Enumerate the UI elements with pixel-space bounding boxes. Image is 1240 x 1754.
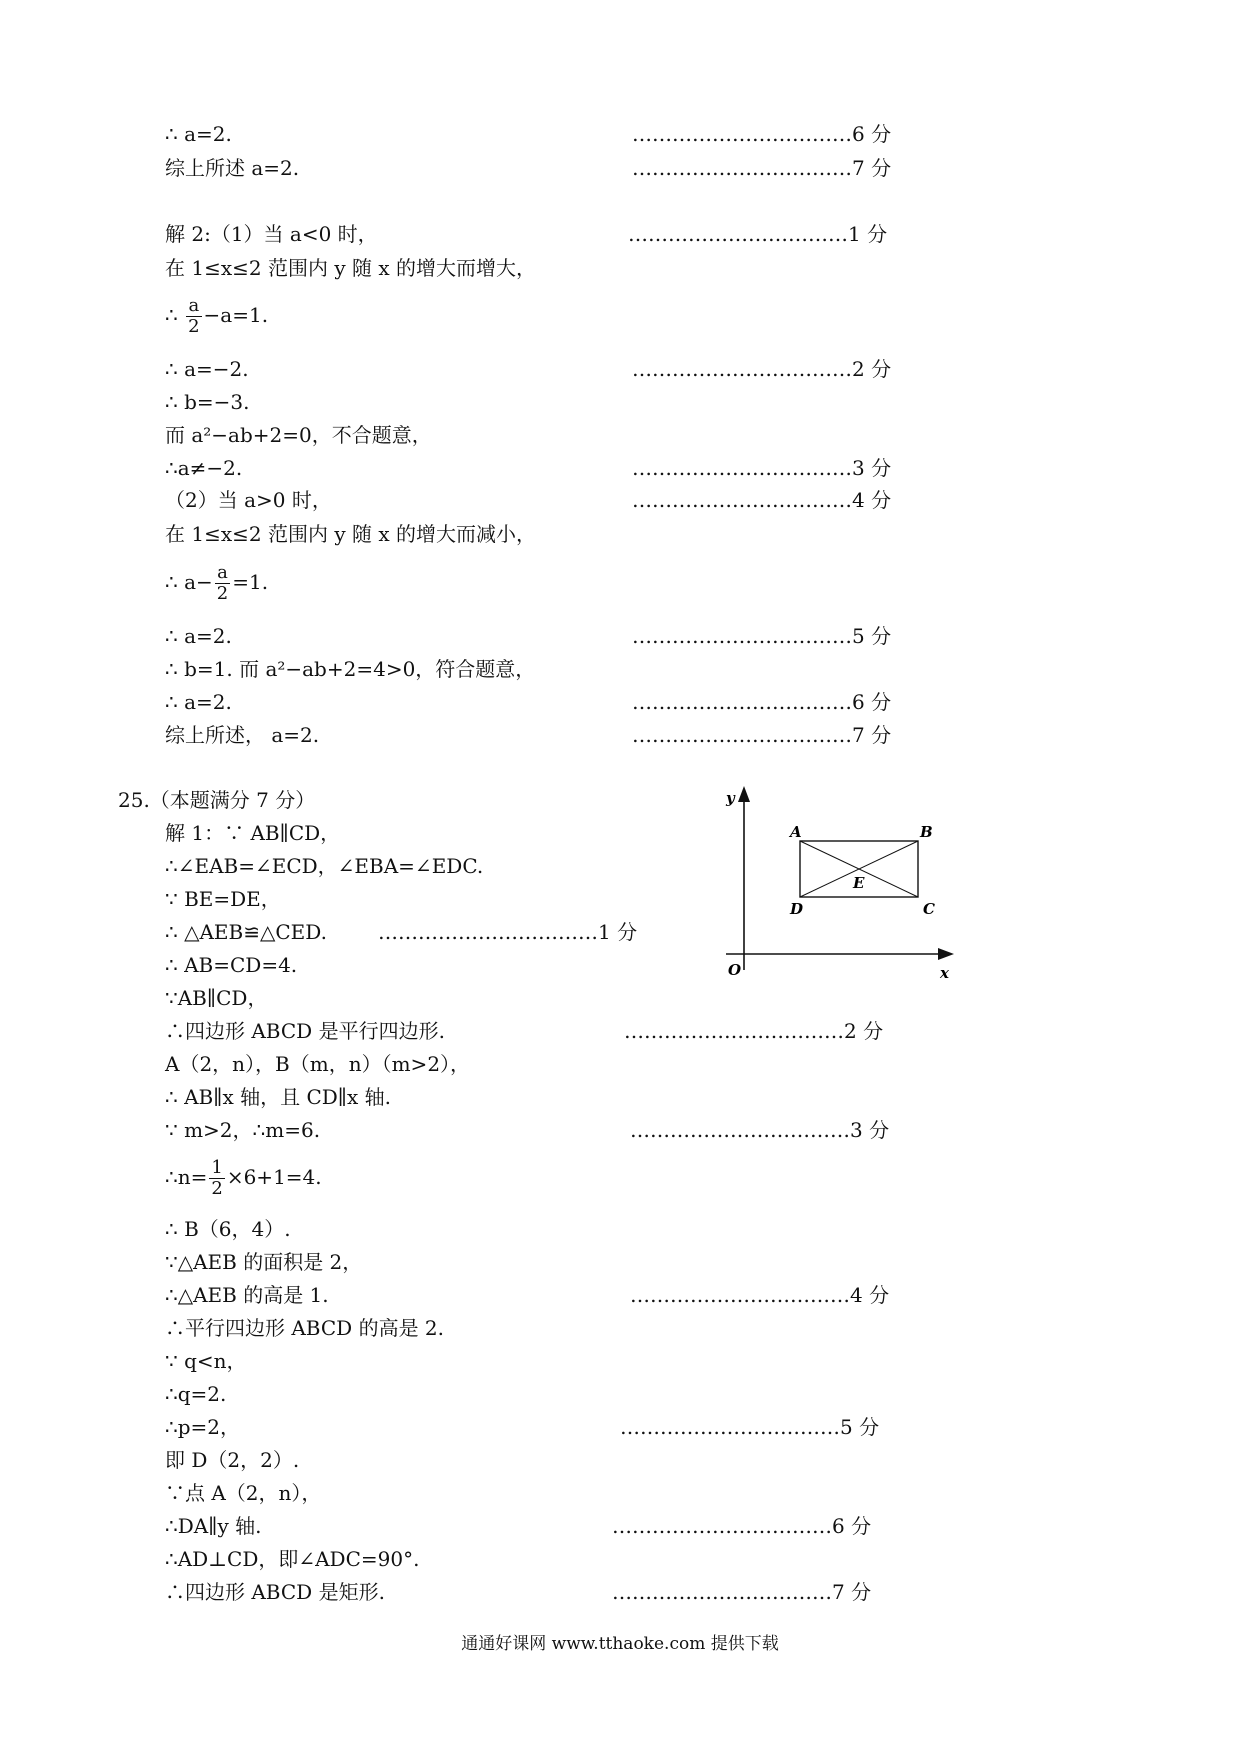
score-marker: ……………………………3 分 — [632, 456, 892, 480]
denominator: 2 — [211, 1178, 223, 1199]
score-marker: ……………………………7 分 — [612, 1580, 872, 1604]
solution-line: ∴ △AEB≌△CED. — [165, 920, 327, 944]
label-b: B — [920, 823, 933, 841]
solution-line: ∴AD⊥CD，即∠ADC=90°. — [165, 1547, 420, 1571]
solution-line: ∴四边形 ABCD 是平行四边形. — [165, 1019, 445, 1043]
solution-line: ∴ AB∥x 轴，且 CD∥x 轴. — [165, 1085, 392, 1109]
score-marker: ……………………………1 分 — [378, 920, 638, 944]
score-marker: ……………………………5 分 — [632, 624, 892, 648]
label-c: C — [923, 900, 935, 918]
solution-line: ∵点 A（2，n）， — [165, 1481, 322, 1505]
score-marker: ……………………………6 分 — [612, 1514, 872, 1538]
score-marker: ……………………………4 分 — [630, 1283, 890, 1307]
score-marker: ……………………………5 分 — [620, 1415, 880, 1439]
solution-line: 即 D（2，2）. — [165, 1448, 300, 1472]
solution-line: ∴∠EAB=∠ECD，∠EBA=∠EDC. — [165, 854, 484, 878]
solution-line: ∵ q<n， — [165, 1349, 247, 1373]
eq-prefix: ∴ a− — [165, 570, 213, 594]
solution-line: ∵△AEB 的面积是 2， — [165, 1250, 363, 1274]
label-y: y — [726, 789, 735, 807]
solution-line: 综上所述 a=2. — [165, 156, 300, 180]
score-marker: ……………………………2 分 — [632, 357, 892, 381]
solution-line: 在 1≤x≤2 范围内 y 随 x 的增大而增大， — [165, 256, 536, 280]
solution-line: 25.（本题满分 7 分） — [118, 788, 316, 812]
solution-line: ∴ B（6，4）. — [165, 1217, 291, 1241]
solution-line: ∵AB∥CD， — [165, 986, 268, 1010]
eq-prefix: ∴n= — [165, 1165, 208, 1189]
score-marker: ……………………………7 分 — [632, 723, 892, 747]
solution-line: ∴ AB=CD=4. — [165, 953, 298, 977]
equation-a-minus-a-over-2 — [165, 563, 268, 604]
score-marker: ……………………………6 分 — [632, 690, 892, 714]
fraction — [209, 1158, 224, 1199]
score-marker: ……………………………3 分 — [630, 1118, 890, 1142]
solution-line: ∴四边形 ABCD 是矩形. — [165, 1580, 385, 1604]
y-axis-arrow — [738, 786, 750, 802]
score-marker: ……………………………6 分 — [632, 122, 892, 146]
solution-line: ∵ m>2，∴m=6. — [165, 1118, 321, 1142]
eq-prefix: ∴ — [165, 303, 185, 327]
solution-line: ∴ b=−3. — [165, 390, 250, 414]
score-marker: ……………………………2 分 — [624, 1019, 884, 1043]
x-axis-arrow — [938, 948, 954, 960]
denominator: 2 — [188, 316, 200, 337]
label-d: D — [790, 900, 804, 918]
label-e: E — [853, 874, 865, 892]
label-x: x — [940, 964, 949, 982]
label-a: A — [790, 823, 802, 841]
numerator: a — [186, 296, 201, 317]
score-marker: ……………………………1 分 — [628, 222, 888, 246]
solution-line: 综上所述， a=2. — [165, 723, 320, 747]
solution-line: ∴ a=2. — [165, 122, 232, 146]
eq-suffix: −a=1. — [203, 303, 269, 327]
score-marker: ……………………………7 分 — [632, 156, 892, 180]
solution-line: ∴DA∥y 轴. — [165, 1514, 262, 1538]
solution-line: ∴ b=1. 而 a²−ab+2=4>0，符合题意， — [165, 657, 536, 681]
solution-line: 在 1≤x≤2 范围内 y 随 x 的增大而减小， — [165, 522, 536, 546]
page-footer: 通通好课网 www.tthaoke.com 提供下载 — [461, 1634, 779, 1654]
rectangle-coordinate-figure — [718, 784, 958, 984]
equation-a-over-2 — [165, 296, 268, 337]
numerator: a — [215, 563, 230, 584]
denominator: 2 — [216, 583, 229, 604]
solution-line: 而 a²−ab+2=0，不合题意， — [165, 423, 432, 447]
solution-line: ∴平行四边形 ABCD 的高是 2. — [165, 1316, 445, 1340]
solution-line: A（2，n），B（m，n）（m>2）， — [165, 1052, 471, 1076]
eq-suffix: =1. — [232, 570, 269, 594]
label-o: O — [728, 961, 742, 979]
solution-line: ∴a≠−2. — [165, 456, 243, 480]
solution-line: ∴p=2， — [165, 1415, 241, 1439]
fraction — [186, 296, 201, 337]
solution-line: ∴q=2. — [165, 1382, 227, 1406]
solution-line: （2）当 a>0 时， — [165, 488, 332, 512]
solution-line: ∴△AEB 的高是 1. — [165, 1283, 329, 1307]
fraction — [215, 563, 230, 604]
eq-suffix: ×6+1=4. — [226, 1165, 322, 1189]
solution-line: 解 1：∵ AB∥CD， — [165, 821, 341, 845]
solution-line: ∴ a=2. — [165, 690, 232, 714]
solution-line: ∴ a=2. — [165, 624, 232, 648]
solution-line: ∴ a=−2. — [165, 357, 249, 381]
solution-line: 解 2:（1）当 a<0 时， — [165, 222, 378, 246]
numerator: 1 — [211, 1157, 223, 1178]
equation-n-value — [165, 1158, 322, 1199]
solution-line: ∵ BE=DE， — [165, 887, 281, 911]
score-marker: ……………………………4 分 — [632, 488, 892, 512]
